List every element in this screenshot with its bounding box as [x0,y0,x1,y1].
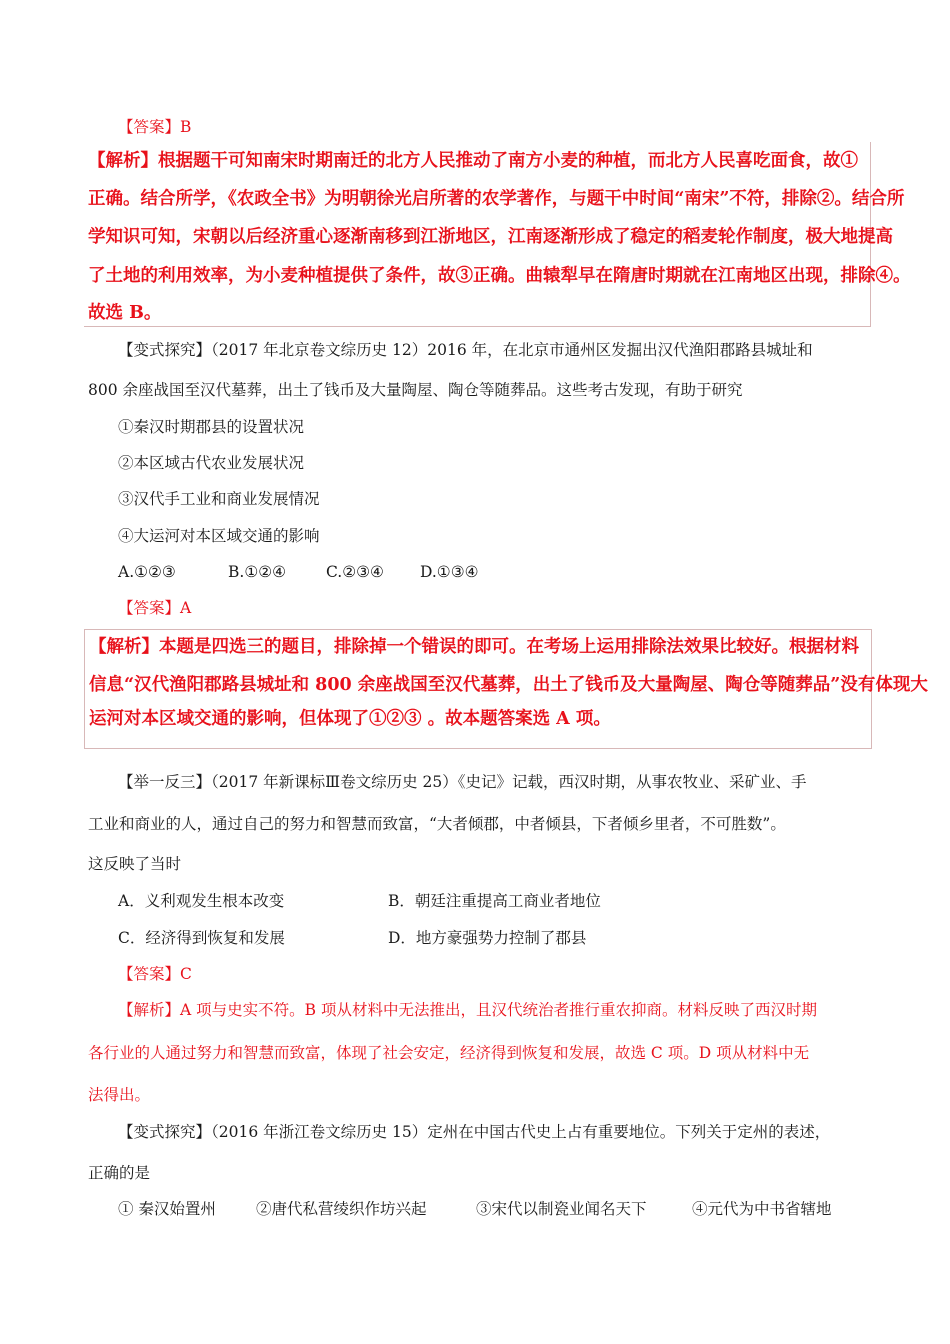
q2-stem-line: 【变式探究】（2017 年北京卷文综历史 12）2016 年，在北京市通州区发掘出汉代渔阳郡路县城址和 [118,341,813,359]
q2-option-c: C.②③④ [326,563,384,581]
q3-answer [118,964,192,984]
q2-option-a: A.①②③ [118,563,176,581]
analysis-line: 【解析】本题是四选三的题目，排除掉一个错误的即可。在考场上运用排除法效果比较好。根据材料 [89,637,859,657]
q4-item: ③宋代以制瓷业闻名天下 [476,1200,647,1218]
q2-answer [118,598,191,618]
analysis-line: 学知识可知，宋朝以后经济重心逐渐南移到江浙地区，江南逐渐形成了稳定的稻麦轮作制度，极大地提高 [88,227,893,247]
analysis-line: 故选 B。 [88,303,162,323]
q2-stem-line: 800 余座战国至汉代墓葬，出土了钱币及大量陶屋、陶仓等随葬品。这些考古发现，有助于研究 [88,381,743,399]
q4-stem-line: 【变式探究】（2016 年浙江卷文综历史 15）定州在中国古代史上占有重要地位。下列关于定州的表述， [118,1123,831,1141]
answer-value: B [180,118,192,136]
q4-item: ④元代为中书省辖地 [692,1200,832,1218]
answer-label: 【答案】 [118,118,181,136]
q3-analysis-line: 【解析】A 项与史实不符。B 项从材料中无法推出，且汉代统治者推行重农抑商。材料反映了西汉时期 [118,1001,817,1019]
analysis-line: 了土地的利用效率，为小麦种植提供了条件，故③正确。曲辕犁早在隋唐时期就在江南地区出现，排除④。 [88,266,911,286]
analysis-line: 运河对本区域交通的影响，但体现了①②③ 。故本题答案选 A 项。 [89,709,611,729]
q4-item: ① 秦汉始置州 [118,1200,216,1218]
q3-option-d: D．地方豪强势力控制了郡县 [388,929,587,947]
q3-analysis-line: 各行业的人通过努力和智慧而致富，体现了社会安定，经济得到恢复和发展，故选 C 项。D 项从材料中无 [88,1044,810,1062]
q3-option-c: C．经济得到恢复和发展 [118,929,285,947]
analysis-line: 【解析】根据题干可知南宋时期南迁的北方人民推动了南方小麦的种植，而北方人民喜吃面食，故① [88,151,858,171]
q2-analysis-box [84,629,928,749]
analysis-line: 信息“汉代渔阳郡路县城址和 800 余座战国至汉代墓葬，出土了钱币及大量陶屋、陶仓等随葬品”没有体现大 [89,675,928,695]
q1-analysis-box [84,142,911,327]
answer-label: 【答案】 [118,965,181,983]
q1-answer [118,117,191,137]
q4-item: ②唐代私营绫织作坊兴起 [256,1200,427,1218]
q2-item: ②本区域古代农业发展状况 [118,454,305,472]
q2-item: ③汉代手工业和商业发展情况 [118,490,320,508]
q3-option-a: A．义利观发生根本改变 [118,892,285,910]
q3-option-b: B．朝廷注重提高工商业者地位 [388,892,601,910]
q3-stem-line: 这反映了当时 [88,855,182,873]
analysis-line: 正确。结合所学，《农政全书》为明朝徐光启所著的农学著作，与题干中时间“南宋”不符，排除②。结合所 [88,189,905,209]
q2-option-b: B.①②④ [228,563,287,581]
q4-stem-line: 正确的是 [88,1164,151,1182]
q2-option-d: D.①③④ [420,563,479,581]
answer-value: A [180,599,192,617]
q3-stem-line: 工业和商业的人，通过自己的努力和智慧而致富，“大者倾郡，中者倾县，下者倾乡里者，不可胜数”。 [88,815,786,833]
answer-value: C [180,965,192,983]
q3-analysis-line: 法得出。 [88,1086,151,1104]
q2-item: ④大运河对本区域交通的影响 [118,527,320,545]
q3-stem-line: 【举一反三】（2017 年新课标Ⅲ卷文综历史 25）《史记》记载，西汉时期，从事农牧业、采矿业、手 [118,773,807,791]
answer-label: 【答案】 [118,599,181,617]
q2-item: ①秦汉时期郡县的设置状况 [118,418,305,436]
